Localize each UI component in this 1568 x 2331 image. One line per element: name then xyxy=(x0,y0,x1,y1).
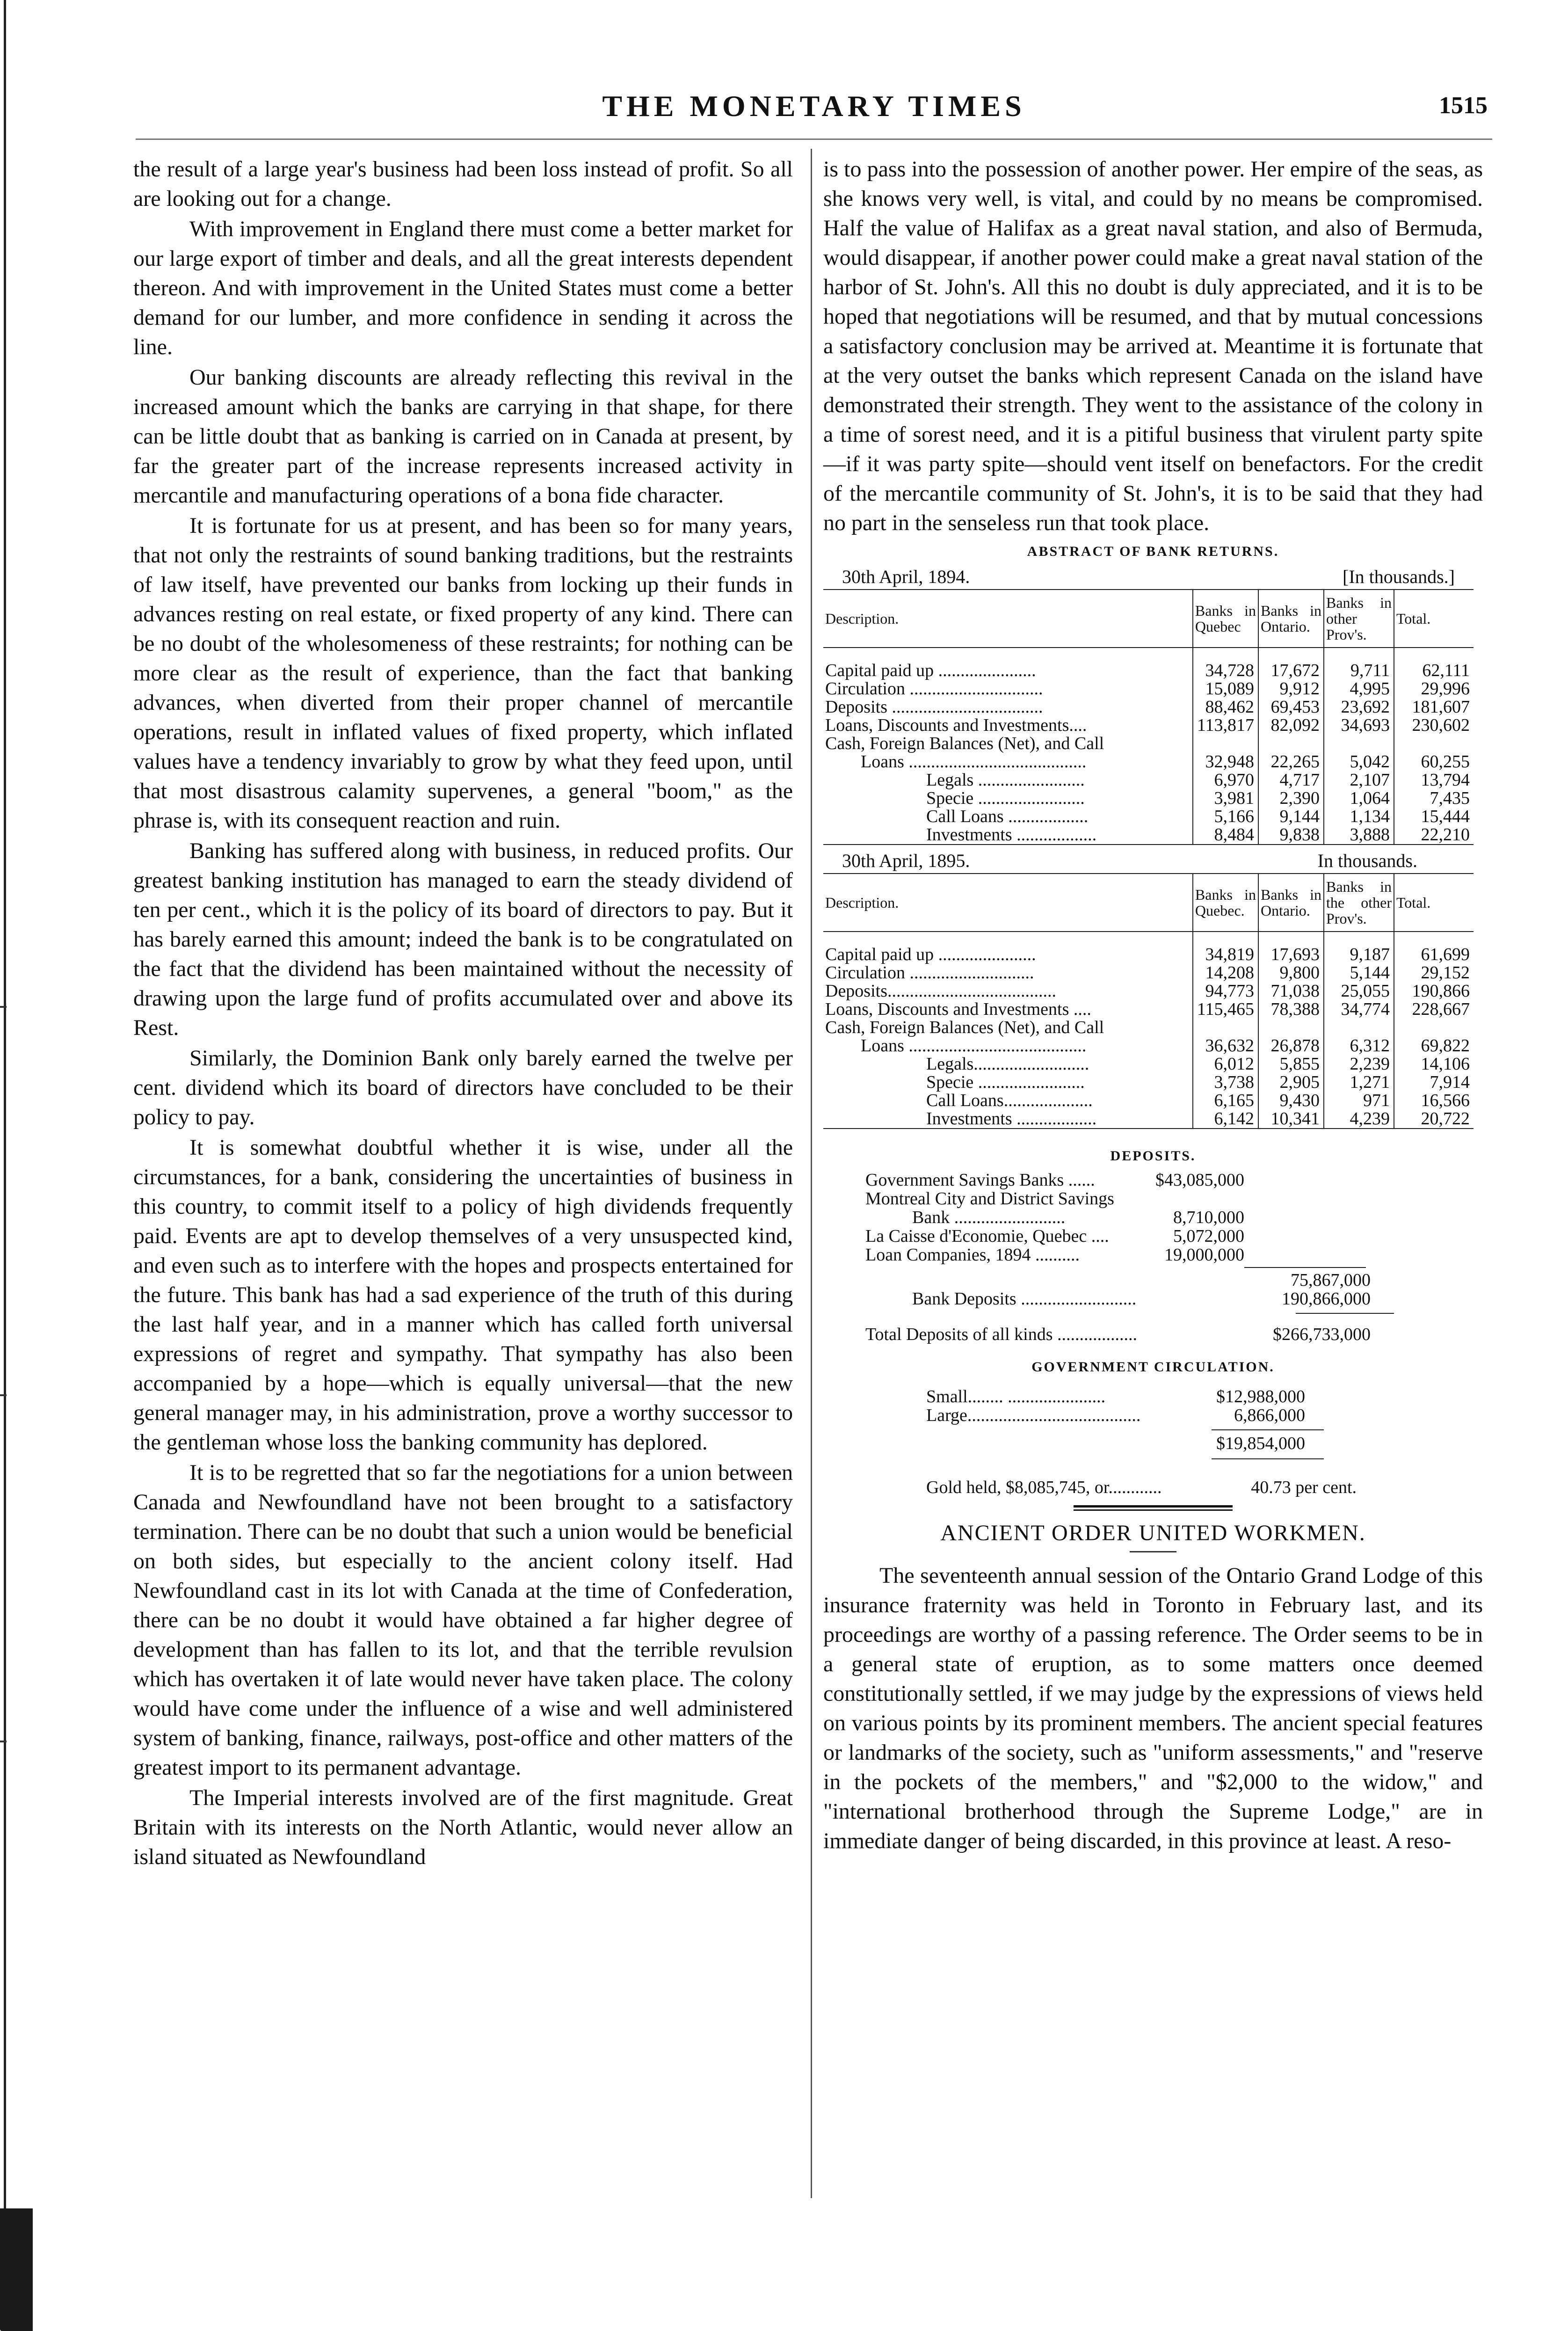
table-row: Loans ........................................ 36,632 26,878 6,312 69,822 xyxy=(823,1037,1474,1055)
bank-deposits-row: Bank Deposits .......................... 190,866,000 xyxy=(912,1289,1371,1309)
table-1895-units: In thousands. xyxy=(1317,850,1417,871)
edge-mark xyxy=(0,1394,7,1396)
edge-mark xyxy=(0,1006,7,1008)
paragraph: Similarly, the Dominion Bank only barely earned the twelve per cent. dividend which its board of directors have concluded to be their policy to pay. xyxy=(133,1046,793,1129)
circulation-row: Small........ ...................... $12,988,000 xyxy=(926,1387,1305,1406)
government-circulation-title: GOVERNMENT CIRCULATION. xyxy=(1031,1359,1275,1375)
page-edge-rule xyxy=(4,0,6,2331)
table-1894-meta xyxy=(823,565,1483,589)
paragraph: Our banking discounts are already reflecting this revival in the increased amount which the banks are carrying in that shape, for there can be little doubt that as banking is carried on in Canada at present, by far the greater part of the increase represents increased activity in mercantile and manufacturing operations of a bona fide character. xyxy=(133,365,793,508)
column-divider xyxy=(811,149,812,2198)
edge-mark xyxy=(0,1741,7,1742)
table-row: Circulation ............................ 14,208 9,800 5,144 29,152 xyxy=(823,964,1474,982)
table-row: Cash, Foreign Balances (Net), and Call xyxy=(823,735,1474,753)
running-head: THE MONETARY TIMES xyxy=(602,89,1026,123)
table-row: Capital paid up ...................... 34,728 17,672 9,711 62,111 xyxy=(823,662,1474,680)
table-row: Circulation .............................. 15,089 9,912 4,995 29,996 xyxy=(823,680,1474,698)
column-header: Total. xyxy=(1394,874,1474,932)
header-rule xyxy=(136,138,1492,140)
table-1895-meta xyxy=(823,849,1483,873)
paragraph: It is somewhat doubtful whether it is wise, under all the circumstances, for a bank, considering the uncertainties of business in this country, to commit itself to a policy of high dividends frequently paid. Events are apt to develop themselves of a very unsuspected kind, and even such as to interfere with the hopes and prospects entertained for the future. This bank has had a sad experience of the truth of this during the last half year, and in a manner which has called forth universal expressions of regret and sympathy. That sympathy has also been accompanied by a hope—which is equally universal—that the new general manager may, in his administration, prove a worthy successor to the gentleman whose loss the banking community has deplored. xyxy=(133,1135,793,1455)
sum-rule xyxy=(1244,1267,1366,1268)
deposit-subtotal: 75,867,000 xyxy=(1291,1270,1371,1290)
sum-rule xyxy=(1212,1429,1324,1430)
table-row: Cash, Foreign Balances (Net), and Call xyxy=(823,1019,1474,1037)
page-number: 1515 xyxy=(1439,92,1488,119)
circulation-row: Large....................................... 6,866,000 xyxy=(926,1406,1305,1425)
column-header: Description. xyxy=(823,874,1193,932)
table-row: Call Loans.................... 6,165 9,430 971 16,566 xyxy=(823,1092,1474,1110)
left-column xyxy=(133,154,793,1872)
paragraph: is to pass into the possession of another power. Her empire of the seas, as she knows very well, is vital, and could by no means be compromised. Half the value of Halifax as a great naval station, and also of Bermuda, would disappear, if another power could make a great naval station of the harbor of St. John's. All this no doubt is duly appreciated, and it is to be hoped that negotiations will be resumed, and that by mutual concessions a satisfactory conclusion may be arrived at. Meantime it is fortunate that at the very outset the banks which represent Canada on the island have demonstrated their strength. They went to the assistance of the colony in a time of sorest need, and it is a pitiful business that virulent party spite—if it was party spite—should vent itself on benefactors. For the credit of the mercantile community of St. John's, it is to be said that they had no part in the senseless run that took place. xyxy=(823,157,1483,535)
deposit-row: Montreal City and District Savings xyxy=(865,1189,1114,1209)
total-deposits-row: Total Deposits of all kinds .................. $266,733,000 xyxy=(865,1325,1371,1344)
page-edge-blot xyxy=(0,2208,33,2331)
section-divider xyxy=(1074,1505,1233,1511)
sum-rule xyxy=(1296,1313,1394,1314)
table-1894-date: 30th April, 1894. xyxy=(842,566,970,587)
bank-returns-table-1895 xyxy=(823,873,1474,1129)
table-row: Specie ........................ 3,981 2,390 1,064 7,435 xyxy=(823,789,1474,808)
sum-rule xyxy=(1212,1458,1324,1459)
deposit-row: Bank ......................... 8,710,000 xyxy=(912,1208,1244,1227)
table-row: Loans, Discounts and Investments .... 115,465 78,388 34,774 228,667 xyxy=(823,1000,1474,1019)
paragraph: the result of a large year's business had been loss instead of profit. So all are looking out for a change. xyxy=(133,157,793,211)
right-column xyxy=(823,154,1483,1857)
column-header: Banks in the other Prov's. xyxy=(1324,874,1394,932)
table-row: Legals ........................ 6,970 4,717 2,107 13,794 xyxy=(823,771,1474,789)
table-row: Deposits...................................... 94,773 71,038 25,055 190,866 xyxy=(823,982,1474,1000)
table-row: Investments .................. 8,484 9,838 3,888 22,210 xyxy=(823,826,1474,845)
circulation-total: $19,854,000 xyxy=(1216,1434,1305,1453)
table-row: Loans, Discounts and Investments.... 113,817 82,092 34,693 230,602 xyxy=(823,716,1474,735)
deposit-row: La Caisse d'Economie, Quebec .... 5,072,000 xyxy=(865,1226,1244,1246)
paragraph: It is fortunate for us at present, and has been so for many years, that not only the restraints of sound banking traditions, but the restraints of law itself, have prevented our banks from locking up their funds in advances resting on real estate, or fixed property of any kind. There can be no doubt of the wholesomeness of these restraints; for nothing can be more clear as the result of experience, than the fact that banking advances, when diverted from their proper channel of mercantile operations, result in inflated values of fixed property, which inflated values have a tendency invariably to grow by what they feed upon, until that most disastrous calamity supervenes, a general "boom," as the phrase is, with its consequent reaction and ruin. xyxy=(133,513,793,833)
table-row: Deposits .................................. 88,462 69,453 23,692 181,607 xyxy=(823,698,1474,716)
deposits-title: DEPOSITS. xyxy=(1110,1148,1196,1164)
column-header: Banks in Ontario. xyxy=(1258,590,1324,648)
deposit-row: Government Savings Banks ...... $43,085,000 xyxy=(865,1170,1244,1190)
table-row: Legals.......................... 6,012 5,855 2,239 14,106 xyxy=(823,1055,1474,1073)
heading-rule xyxy=(1130,1551,1176,1552)
column-header: Banks in other Prov's. xyxy=(1324,590,1394,648)
table-row: Loans ........................................ 32,948 22,265 5,042 60,255 xyxy=(823,753,1474,771)
table-row: Investments .................. 6,142 10,341 4,239 20,722 xyxy=(823,1110,1474,1129)
rule-row xyxy=(823,1264,1483,1271)
abstract-title: ABSTRACT OF BANK RETURNS. xyxy=(1027,544,1279,559)
column-header: Banks in Ontario. xyxy=(1258,874,1324,932)
column-header: Banks in Quebec xyxy=(1193,590,1258,648)
rule-row xyxy=(823,1425,1483,1434)
paragraph: The seventeenth annual session of the Ontario Grand Lodge of this insurance fraternity was held in Toronto in February last, and its proceedings are worthy of a passing reference. The Order seems to be in a general state of eruption, as to some matters once deemed constitutionally settled, if we may judge by the expressions of views held on various points by its prominent members. The ancient special features or landmarks of the society, such as "uniform assessments," and "reserve in the pockets of the members," and "$2,000 to the widow," and "international brotherhood through the Supreme Lodge," are in immediate danger of being discarded, in this province at least. A reso- xyxy=(823,1563,1483,1853)
paragraph: It is to be regretted that so far the negotiations for a union between Canada and Newfoundland have not been brought to a satisfactory termination. There can be no doubt that such a union would be beneficial on both sides, but especially to the ancient colony itself. Had Newfoundland cast in its lot with Canada at the time of Confederation, there can be no doubt it would have obtained a far higher degree of development than has fallen to its lot, and that the terrible revulsion which has overtaken it of late would never have taken place. The colony would have come under the influence of a wise and well administered system of banking, finance, railways, post-office and other matters of the greatest import to its permanent advantage. xyxy=(133,1460,793,1780)
paragraph: Banking has suffered along with business, in reduced profits. Our greatest banking institution has managed to earn the steady dividend of ten per cent., which it is the policy of its board of directors to pay. But it has barely earned this amount; indeed the bank is to be congratulated on the fact that the dividend has been maintained without the necessity of drawing upon the large fund of profits accumulated over and above its Rest. xyxy=(133,838,793,1040)
paragraph: With improvement in England there must come a better market for our large export of timber and deals, and all the great interests dependent thereon. And with improvement in the United States must come a better demand for our lumber, and more confidence in sending it across the line. xyxy=(133,217,793,359)
column-header: Total. xyxy=(1394,590,1474,648)
table-row: Call Loans .................. 5,166 9,144 1,134 15,444 xyxy=(823,808,1474,826)
gold-held-row: Gold held, $8,085,745, or............ 40.73 per cent. xyxy=(926,1478,1357,1497)
table-row: Capital paid up ...................... 34,819 17,693 9,187 61,699 xyxy=(823,946,1474,964)
paragraph: The Imperial interests involved are of the first magnitude. Great Britain with its interests on the North Atlantic, would never allow an island situated as Newfoundland xyxy=(133,1785,793,1869)
rule-row xyxy=(823,1453,1483,1464)
table-1895-date: 30th April, 1895. xyxy=(842,850,970,871)
table-row: Specie ........................ 3,738 2,905 1,271 7,914 xyxy=(823,1073,1474,1092)
column-header: Description. xyxy=(823,590,1193,648)
article-heading: ANCIENT ORDER UNITED WORKMEN. xyxy=(940,1521,1366,1545)
column-header: Banks in Quebec. xyxy=(1193,874,1258,932)
rule-row xyxy=(823,1308,1483,1318)
deposit-row: Loan Companies, 1894 .......... 19,000,000 xyxy=(865,1245,1244,1265)
table-1894-units: [In thousands.] xyxy=(1343,566,1455,587)
bank-returns-table-1894 xyxy=(823,589,1474,845)
